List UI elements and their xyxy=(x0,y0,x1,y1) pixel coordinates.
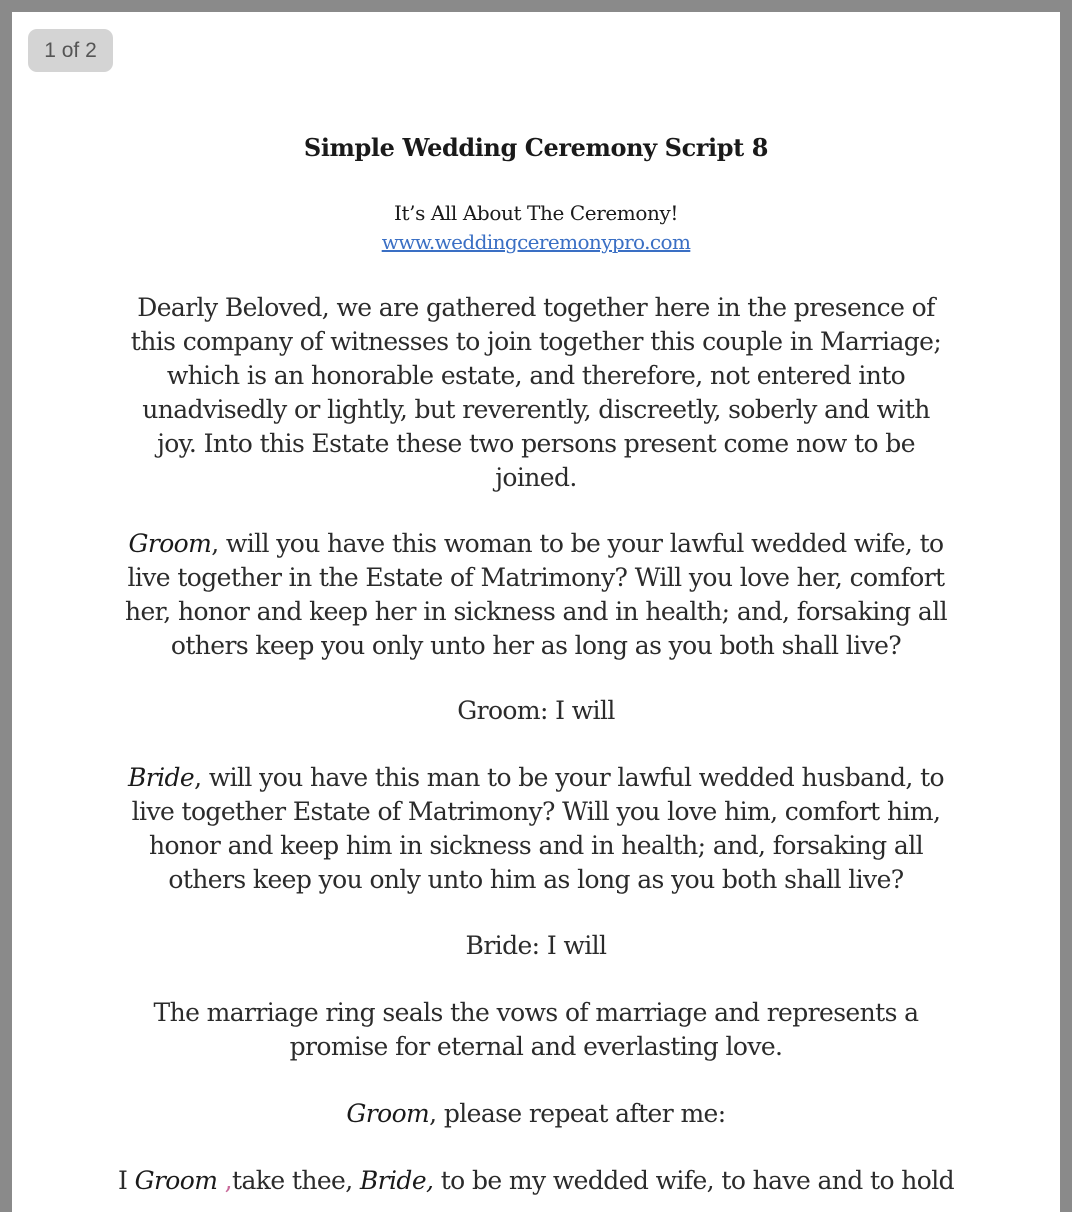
groom-answer: Groom: I will xyxy=(457,696,615,725)
repeat-prompt: Groom, please repeat after me: xyxy=(346,1099,726,1128)
groom-question-line: live together in the Estate of Matrimony? Will you love her, comfort xyxy=(127,563,945,592)
vow-line: I Groom ,take thee, Bride, to be my wedded wife, to have and to hold xyxy=(117,1166,955,1195)
intro-line: unadvisedly or lightly, but reverently, discreetly, soberly and with xyxy=(142,395,930,424)
document-tagline: It’s All About The Ceremony! xyxy=(393,201,679,225)
groom-question-paragraph xyxy=(12,527,1060,663)
intro-line: Dearly Beloved, we are gathered together here in the presence of xyxy=(137,293,935,322)
document-title: Simple Wedding Ceremony Script 8 xyxy=(303,133,769,162)
repeat-prompt-name: Groom xyxy=(346,1099,430,1128)
intro-line: joined. xyxy=(495,463,577,492)
intro-line: this company of witnesses to join together this couple in Marriage; xyxy=(130,327,942,356)
website-link-container xyxy=(12,230,1060,254)
website-link[interactable]: www.weddingceremonypro.com xyxy=(381,230,691,254)
groom-question-line: her, honor and keep her in sickness and in health; and, forsaking all xyxy=(124,597,948,626)
intro-paragraph xyxy=(12,291,1060,495)
ring-line: promise for eternal and everlasting love. xyxy=(289,1032,783,1061)
ring-line: The marriage ring seals the vows of marriage and represents a xyxy=(153,998,919,1027)
tracked-comma: , xyxy=(224,1166,233,1195)
bride-answer: Bride: I will xyxy=(465,931,607,960)
ring-paragraph xyxy=(12,996,1060,1064)
groom-question-line: others keep you only unto her as long as you both shall live? xyxy=(170,631,902,660)
bride-question-first-line: Bride, will you have this man to be your lawful wedded husband, to xyxy=(128,763,944,792)
groom-question-first-line: Groom, will you have this woman to be your lawful wedded wife, to xyxy=(128,529,944,558)
intro-line: which is an honorable estate, and therefore, not entered into xyxy=(166,361,906,390)
intro-line: joy. Into this Estate these two persons present come now to be xyxy=(157,429,915,458)
bride-name: Bride xyxy=(128,763,195,792)
bride-question-paragraph xyxy=(12,761,1060,897)
vow-bride-name: Bride, xyxy=(359,1166,434,1195)
vow-groom-name: Groom xyxy=(134,1166,218,1195)
bride-question-line: others keep you only unto him as long as you both shall live? xyxy=(168,865,904,894)
groom-name: Groom xyxy=(128,529,212,558)
bride-question-line: live together Estate of Matrimony? Will you love him, comfort him, xyxy=(131,797,941,826)
bride-question-line: honor and keep him in sickness and in health; and, forsaking all xyxy=(148,831,923,860)
page-indicator: 1 of 2 xyxy=(28,29,113,72)
